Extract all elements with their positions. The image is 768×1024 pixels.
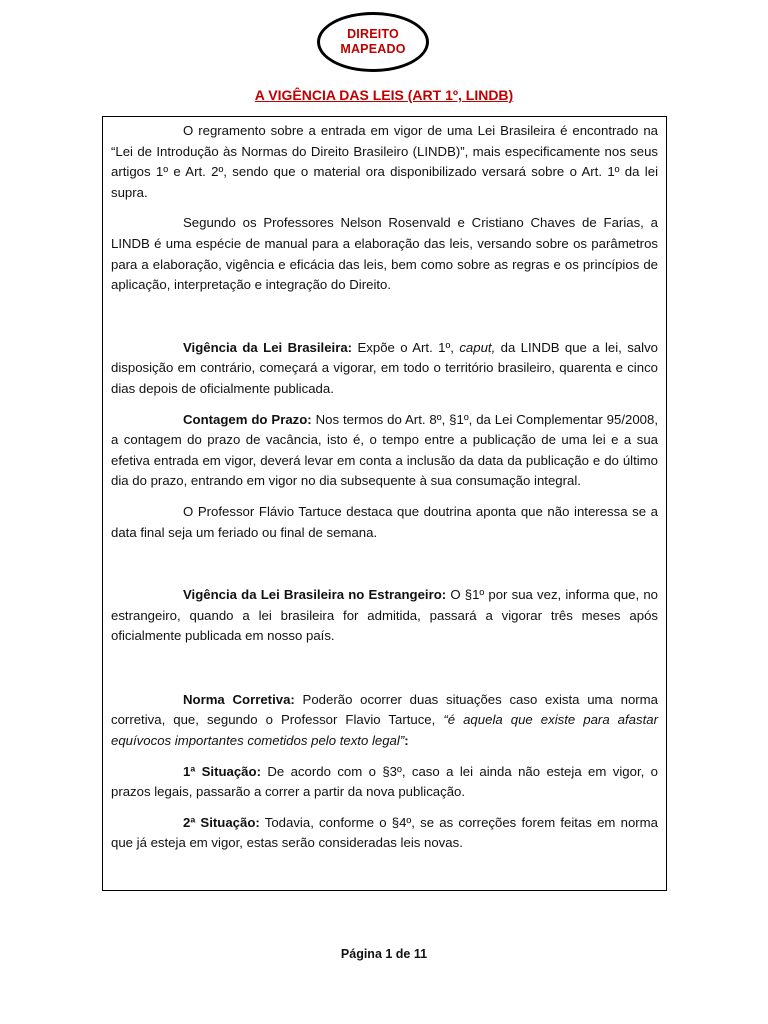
heading-estrangeiro: Vigência da Lei Brasileira no Estrangeiro: <box>183 587 447 603</box>
paragraph-lindb: Segundo os Professores Nelson Rosenvald e Cristiano Chaves de Farias, a LINDB é uma espécie de manual para a elaboração das leis, versando sobre os parâmetros para a elaboração, vigência e eficácia das leis, bem como sobre as regras e os princípios de aplicação, interpretação e integração do Direito. <box>111 215 658 293</box>
spacer <box>111 306 658 338</box>
text: De acordo com o §3º, caso a lei ainda não esteja em vigor, o prazos legais, passarão a correr a partir da nova publicação. <box>111 763 658 800</box>
caput-italic: caput, <box>459 339 496 355</box>
paragraph-vigencia <box>111 338 658 400</box>
heading-norma-corretiva: Norma Corretiva: <box>183 691 295 707</box>
text: Nos termos do Art. 8º, §1º, da Lei Complementar 95/2008, a contagem do prazo de vacância, isto é, o tempo entre a publicação de uma lei e a sua efetiva entrada em vigor, deverá levar em conta a inclusão da data da publicação e do último dia do prazo, entrando em vigor no dia subsequente à sua consumação integral. <box>111 411 658 489</box>
logo-line-2: MAPEADO <box>340 42 406 56</box>
text: O §1º por sua vez, informa que, no estrangeiro, quando a lei brasileira for admitida, passará a vigorar três meses após oficialmente publicada em nosso país. <box>111 587 658 644</box>
spacer <box>111 657 658 690</box>
text: Todavia, conforme o §4º, se as correções forem feitas em norma que já esteja em vigor, estas serão consideradas leis novas. <box>111 814 658 851</box>
text: Expõe o Art. 1º, <box>352 339 460 355</box>
paragraph-contagem <box>111 410 658 492</box>
text: : <box>404 733 409 749</box>
spacer <box>111 553 658 585</box>
content-box <box>102 116 667 891</box>
paragraph-estrangeiro <box>111 585 658 647</box>
paragraph-tartuce: O Professor Flávio Tartuce destaca que doutrina aponta que não interessa se a data final seja um feriado ou final de semana. <box>111 503 658 540</box>
quote-italic: “é aquela que existe para afastar equívocos importantes cometidos pelo texto legal” <box>111 712 658 749</box>
heading-vigencia: Vigência da Lei Brasileira: <box>183 339 353 355</box>
page-number: Página 1 de 11 <box>340 947 428 961</box>
logo-direito-mapeado <box>317 12 429 72</box>
paragraph-intro: O regramento sobre a entrada em vigor de uma Lei Brasileira é encontrado na “Lei de Introdução às Normas do Direito Brasileiro (LINDB)”, mais especificamente nos seus artigos 1º e Art. 2º, sendo que o material ora disponibilizado versará sobre o Art. 1º da lei supra. <box>111 123 658 200</box>
logo-line-1: DIREITO <box>347 27 399 41</box>
text: da LINDB que a lei, salvo disposição em contrário, começará a vigorar, em todo o território brasileiro, quarenta e cinco dias depois de oficialmente publicada. <box>111 339 658 396</box>
heading-situacao-2: 2ª Situação: <box>183 814 260 830</box>
heading-contagem: Contagem do Prazo: <box>183 411 312 427</box>
text: Poderão ocorrer duas situações caso exista uma norma corretiva, que, segundo o Professor Flavio Tartuce, <box>111 691 658 728</box>
page-title: A VIGÊNCIA DAS LEIS (ART 1º, LINDB) <box>254 87 514 103</box>
paragraph-situacao-2 <box>111 813 658 854</box>
paragraph-situacao-1 <box>111 762 658 803</box>
paragraph-norma-corretiva <box>111 690 658 752</box>
heading-situacao-1: 1ª Situação: <box>183 763 261 779</box>
